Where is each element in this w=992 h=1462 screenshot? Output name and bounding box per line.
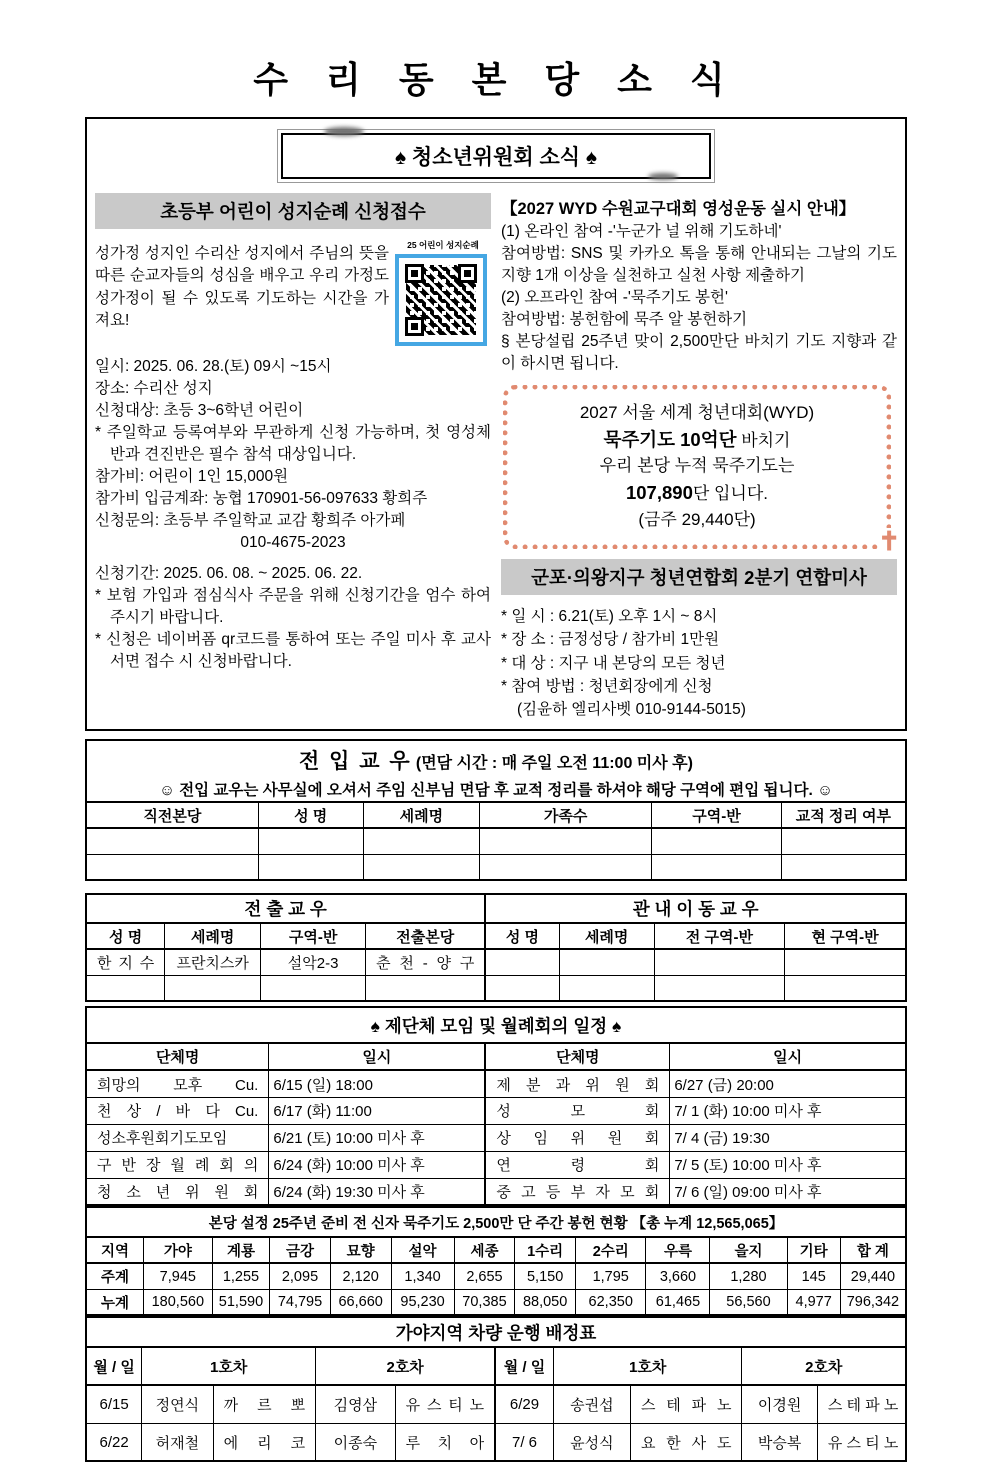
group-name: 천 상 / 바 다 Cu. [86, 1097, 269, 1124]
count-cell: 1,795 [575, 1263, 646, 1289]
baptismal-name: 까 르 뽀 [213, 1385, 316, 1423]
internal-move-title: 관 내 이 동 교 우 [485, 894, 906, 923]
group-time: 6/24 (화) 19:30 미사 후 [269, 1178, 485, 1205]
count-cell: 62,350 [575, 1289, 646, 1315]
detail-line: * 보험 가입과 점심식사 주문을 위해 신청기간을 엄수 하여 주시기 바랍니다. [95, 587, 491, 626]
col-header: 단체명 [485, 1043, 670, 1070]
pilgrimage-column [95, 193, 491, 721]
transfer-in-title: 전 입 교 우 (면담 시간 : 매 주일 오전 11:00 미사 후) [86, 740, 906, 776]
count-cell: 145 [787, 1263, 840, 1289]
driver-name: 김영삼 [316, 1385, 396, 1423]
col-header: 합 계 [840, 1237, 906, 1263]
empty-cell [559, 975, 654, 1001]
count-cell: 51,590 [212, 1289, 269, 1315]
detail-line: 신청문의: 초등부 주일학교 교감 황희주 아가페 [95, 512, 406, 529]
col-header: 금강 [270, 1237, 331, 1263]
col-header: 1호차 [142, 1347, 316, 1385]
rosary-total: 107,890단 입니다. [625, 481, 768, 503]
qr-block [395, 239, 491, 346]
content [85, 117, 907, 1462]
col-header: 설악 [391, 1237, 454, 1263]
col-header: 세례명 [165, 923, 261, 949]
count-cell: 56,560 [710, 1289, 787, 1315]
scan-smudge-icon [324, 127, 364, 136]
count-cell: 2,120 [330, 1263, 391, 1289]
group-time: 7/ 1 (화) 10:00 미사 후 [670, 1097, 906, 1124]
pilgrimage-intro: 성가정 성지인 수리산 성지에서 주님의 뜻을 따른 순교자들의 성심을 배우고 우리 가정도 성가정이 될 수 있도록 기도하는 시간을 가져요! [95, 245, 389, 330]
empty-cell [363, 854, 479, 880]
groups-title: ♠ 제단체 모임 및 월례회의 일정 ♠ [86, 1007, 906, 1043]
col-header: 전 구역-반 [654, 923, 784, 949]
transfer-in-table [85, 739, 907, 881]
wyd-title: 【2027 WYD 수원교구대회 영성운동 실시 안내】 [501, 200, 856, 218]
count-cell: 796,342 [840, 1289, 906, 1315]
section-title: ♠ 청소년위원회 소식 ♠ [281, 133, 711, 179]
col-header: 구역-반 [261, 923, 366, 949]
col-header: 가족수 [480, 802, 652, 828]
youth-mass-contact: (김윤하 엘리사벳 010-9144-5015) [517, 701, 746, 718]
col-header: 세례명 [559, 923, 654, 949]
baptismal-name: 루 치 아 [395, 1423, 495, 1461]
contact-phone: 010-4675-2023 [240, 534, 346, 551]
empty-cell [654, 975, 784, 1001]
wyd-line: 참여방법: SNS 및 카카오 톡을 통해 안내되는 그날의 기도지향 1개 이상을 실천하고 실천 사항 제출하기 [501, 245, 897, 284]
col-header: 단체명 [86, 1043, 269, 1070]
col-header: 성 명 [86, 923, 165, 949]
group-time: 6/21 (토) 10:00 미사 후 [269, 1124, 485, 1151]
wyd-line: § 본당설립 25주년 맞이 2,500만단 바치기 기도 지향과 같이 하시면 됩니다. [501, 333, 897, 372]
group-name: 구 반 장 월 례 회 의 [86, 1151, 269, 1178]
rosary-goal-box [503, 385, 900, 556]
col-header: 세례명 [363, 802, 479, 828]
driver-name: 이종숙 [316, 1423, 396, 1461]
table-cell: 프란치스카 [165, 949, 261, 975]
driver-name: 이경원 [742, 1385, 817, 1423]
groups-schedule-table [85, 1006, 907, 1206]
detail-line: 참가비 입금계좌: 농협 170901-56-097633 황희주 [95, 490, 428, 507]
transfer-out-title: 전 출 교 우 [86, 894, 485, 923]
empty-cell [785, 949, 906, 975]
count-cell: 4,977 [787, 1289, 840, 1315]
col-header: 세종 [454, 1237, 515, 1263]
empty-cell [258, 854, 363, 880]
empty-cell [480, 828, 652, 854]
count-cell: 61,465 [646, 1289, 710, 1315]
driver-name: 윤성식 [553, 1423, 630, 1461]
group-time: 7/ 6 (일) 09:00 미사 후 [670, 1178, 906, 1205]
empty-cell [654, 949, 784, 975]
row-label: 누계 [86, 1289, 143, 1315]
youth-committee-section [85, 117, 907, 731]
driver-name: 박승복 [742, 1423, 817, 1461]
empty-cell [86, 975, 165, 1001]
col-header: 일시 [670, 1043, 906, 1070]
qr-finder-icon [405, 264, 424, 283]
group-time: 7/ 5 (토) 10:00 미사 후 [670, 1151, 906, 1178]
count-cell: 7,945 [143, 1263, 212, 1289]
group-name: 상 임 위 원 회 [485, 1124, 670, 1151]
rosary-line: 우리 본당 누적 묵주기도는 [599, 456, 795, 476]
col-header: 을지 [710, 1237, 787, 1263]
empty-cell [261, 975, 366, 1001]
baptismal-name: 스 테 파 노 [630, 1385, 742, 1423]
group-name: 제 분 과 위 원 회 [485, 1070, 670, 1097]
group-name: 희망의 모후 Cu. [86, 1070, 269, 1097]
group-name: 중 고 등 부 자 모 회 [485, 1178, 670, 1205]
group-time: 6/27 (금) 20:00 [670, 1070, 906, 1097]
col-header: 2호차 [316, 1347, 496, 1385]
empty-cell [559, 949, 654, 975]
pilgrimage-details [95, 356, 491, 673]
table-cell: 설악2-3 [261, 949, 366, 975]
crucifix-icon: ✝ [878, 526, 900, 556]
col-header: 우륵 [646, 1237, 710, 1263]
empty-cell [781, 854, 906, 880]
empty-cell [652, 854, 782, 880]
baptismal-name: 에 리 코 [213, 1423, 316, 1461]
baptismal-name: 요 한 사 도 [630, 1423, 742, 1461]
group-name: 청 소 년 위 원 회 [86, 1178, 269, 1205]
group-name: 성소후원회기도모임 [86, 1124, 269, 1151]
vehicle-schedule-table [85, 1316, 907, 1462]
group-time: 6/24 (화) 10:00 미사 후 [269, 1151, 485, 1178]
col-header: 구역-반 [652, 802, 782, 828]
driver-name: 허재철 [142, 1423, 213, 1461]
qr-label: 25 어린이 성지순례 [407, 240, 479, 250]
count-cell: 1,340 [391, 1263, 454, 1289]
wyd-line: (1) 온라인 참여 -'누군가 널 위해 기도하네' [501, 223, 782, 240]
empty-cell [363, 828, 479, 854]
group-time: 7/ 4 (금) 19:30 [670, 1124, 906, 1151]
row-label: 주계 [86, 1263, 143, 1289]
detail-line: 장소: 수리산 성지 [95, 380, 213, 397]
detail-line: 참가비: 어린이 1인 15,000원 [95, 468, 289, 485]
empty-cell [781, 828, 906, 854]
driver-name: 송권섭 [553, 1385, 630, 1423]
wyd-column [501, 193, 900, 721]
count-cell: 5,150 [515, 1263, 576, 1289]
youth-mass-line: * 대 상 : 지구 내 본당의 모든 청년 [501, 654, 726, 672]
count-cell: 29,440 [840, 1263, 906, 1289]
detail-line: * 신청은 네이버폼 qr코드를 통하여 또는 주일 미사 후 교사 서면 접수 시 신청바랍니다. [95, 631, 491, 670]
col-header: 직전본당 [86, 802, 258, 828]
count-cell: 88,050 [515, 1289, 576, 1315]
transfer-in-note: ☺ 전입 교우는 사무실에 오셔서 주임 신부님 면담 후 교적 정리를 하셔야 해당 구역에 편입 됩니다. ☺ [86, 776, 906, 802]
rosary-line: 2027 서울 세계 청년대회(WYD) [579, 403, 815, 422]
col-header: 1수리 [515, 1237, 576, 1263]
count-cell: 2,095 [270, 1263, 331, 1289]
section-title-box [277, 129, 715, 183]
vehicle-date: 7/ 6 [495, 1423, 553, 1461]
col-header: 기타 [787, 1237, 840, 1263]
youth-mass-header: 군포·의왕지구 청년연합회 2분기 연합미사 [501, 559, 897, 595]
vehicle-date: 6/15 [86, 1385, 142, 1423]
baptismal-name: 스 테 파 노 [817, 1385, 906, 1423]
vehicle-title: 가야지역 차량 운행 배정표 [86, 1317, 906, 1347]
count-cell: 1,280 [710, 1263, 787, 1289]
empty-cell [485, 975, 559, 1001]
col-header: 2수리 [575, 1237, 646, 1263]
rosary-week-count: (금주 29,440단) [638, 509, 756, 529]
detail-line: * 주일학교 등록여부와 무관하게 신청 가능하며, 첫 영성체반과 견진반은 필수 참석 대상입니다. [95, 424, 491, 463]
col-header: 일시 [269, 1043, 485, 1070]
wyd-line: (2) 오프라인 참여 -'묵주기도 봉헌' [501, 289, 728, 306]
table-cell: 춘 천 - 양 구 [366, 949, 486, 975]
pilgrimage-header: 초등부 어린이 성지순례 신청접수 [95, 193, 491, 229]
col-header: 계룡 [212, 1237, 269, 1263]
youth-mass-line: * 일 시 : 6.21(토) 오후 1시 ~ 8시 [501, 608, 718, 625]
col-header: 2호차 [742, 1347, 906, 1385]
page-title: 수 리 동 본 당 소 식 [253, 59, 739, 100]
empty-cell [165, 975, 261, 1001]
rosary-status-title: 본당 설정 25주년 준비 전 신자 묵주기도 2,500만 단 주간 봉헌 현황 【총 누계 12,565,065】 [86, 1207, 906, 1237]
empty-cell [480, 854, 652, 880]
empty-cell [366, 975, 486, 1001]
table-cell: 한 지 수 [86, 949, 165, 975]
count-cell: 95,230 [391, 1289, 454, 1315]
empty-cell [86, 854, 258, 880]
vehicle-date: 6/29 [495, 1385, 553, 1423]
count-cell: 180,560 [143, 1289, 212, 1315]
group-name: 연 령 회 [485, 1151, 670, 1178]
group-time: 6/17 (화) 11:00 [269, 1097, 485, 1124]
qr-finder-icon [458, 264, 477, 283]
col-header: 전출본당 [366, 923, 486, 949]
baptismal-name: 유 스 티 노 [817, 1423, 906, 1461]
col-header: 가야 [143, 1237, 212, 1263]
count-cell: 74,795 [270, 1289, 331, 1315]
detail-line: 신청대상: 초등 3~6학년 어린이 [95, 402, 304, 419]
wyd-line: 참여방법: 봉헌함에 묵주 알 봉헌하기 [501, 311, 748, 328]
empty-cell [258, 828, 363, 854]
count-cell: 70,385 [454, 1289, 515, 1315]
col-header: 월 / 일 [495, 1347, 553, 1385]
col-header: 현 구역-반 [785, 923, 906, 949]
empty-cell [652, 828, 782, 854]
transfer-out-move-table [85, 893, 907, 1002]
empty-cell [785, 975, 906, 1001]
count-cell: 66,660 [330, 1289, 391, 1315]
col-header: 1호차 [553, 1347, 742, 1385]
rosary-line: 묵주기도 10억단 바치기 [603, 428, 791, 450]
col-header: 성 명 [485, 923, 559, 949]
col-header: 월 / 일 [86, 1347, 142, 1385]
count-cell: 3,660 [646, 1263, 710, 1289]
rosary-status-table [85, 1206, 907, 1316]
group-time: 6/15 (일) 18:00 [269, 1070, 485, 1097]
detail-line: 신청기간: 2025. 06. 08. ~ 2025. 06. 22. [95, 565, 363, 582]
group-name: 성 모 회 [485, 1097, 670, 1124]
detail-line: 일시: 2025. 06. 28.(토) 09시 ~15시 [95, 358, 332, 375]
col-header: 묘향 [330, 1237, 391, 1263]
scan-smudge-icon [648, 173, 678, 180]
vehicle-date: 6/22 [86, 1423, 142, 1461]
baptismal-name: 유 스 티 노 [395, 1385, 495, 1423]
qr-finder-icon [405, 317, 424, 336]
youth-mass-line: * 참여 방법 : 청년회장에게 신청 [501, 677, 713, 695]
count-cell: 2,655 [454, 1263, 515, 1289]
youth-mass-line: * 장 소 : 금정성당 / 참가비 1만원 [501, 631, 720, 649]
col-header: 교적 정리 여부 [781, 802, 906, 828]
col-header: 성 명 [258, 802, 363, 828]
empty-cell [86, 828, 258, 854]
driver-name: 정연식 [142, 1385, 213, 1423]
empty-cell [485, 949, 559, 975]
qr-code-icon [395, 254, 487, 346]
col-header: 지역 [86, 1237, 143, 1263]
count-cell: 1,255 [212, 1263, 269, 1289]
